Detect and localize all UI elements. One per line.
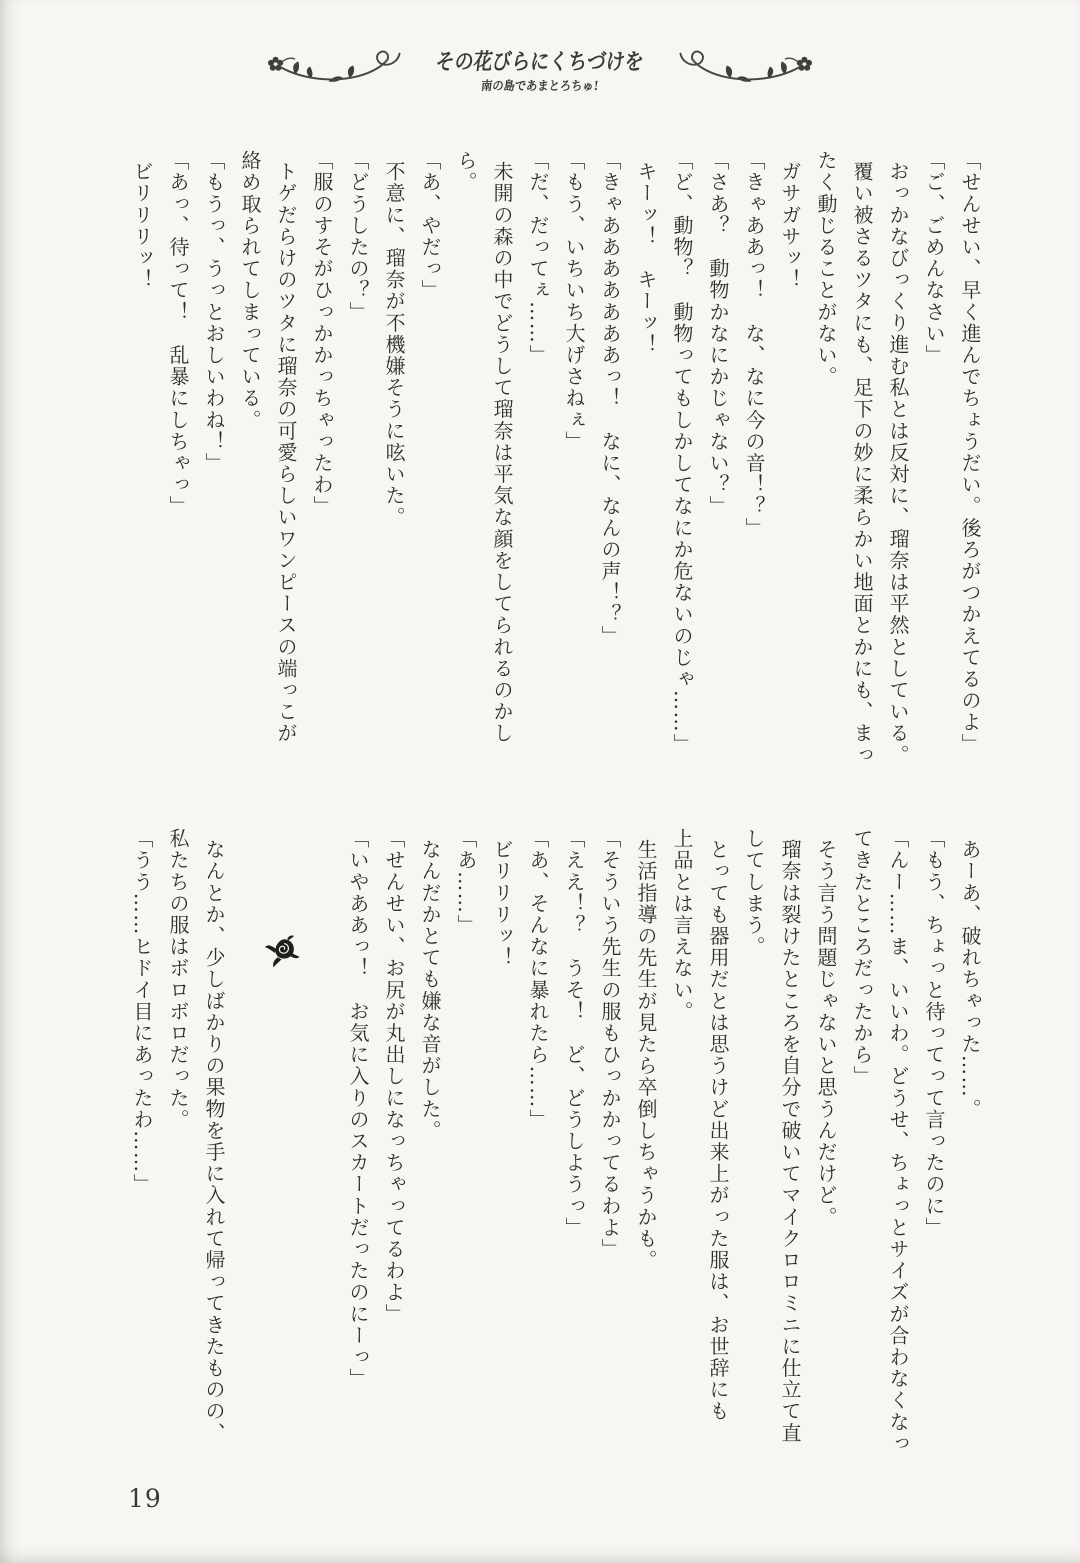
text-line: ビリリリッ！ xyxy=(490,839,514,969)
text-line: 「さあ？ 動物かなにかじゃない？」 xyxy=(706,150,730,518)
text-line: 私たちの服はボロボロだった。 xyxy=(166,828,190,1131)
text-line: 「そういう先生の服もひっかかってるわよ」 xyxy=(598,828,622,1260)
text-line: 「いやああっ！ お気に入りのスカートだったのにーっ」 xyxy=(346,828,370,1390)
text-line: 「きゃあああああああっ！ なに、なんの声！？」 xyxy=(598,150,622,647)
text-line: 「うう……ヒドイ目にあったわ……」 xyxy=(130,828,154,1196)
text-line: たく動じることがない。 xyxy=(814,150,838,388)
text-line: 「あ、そんなに暴れたら……」 xyxy=(526,828,550,1131)
text-line: なんとか、少しばかりの果物を手に入れて帰ってきたものの、 xyxy=(202,839,226,1444)
text-line: 「せんせい、早く進んでちょうだい。後ろがつかえてるのよ」 xyxy=(958,150,982,755)
text-line: キーッ！ キーッ！ xyxy=(634,161,658,356)
text-line: あーあ、破れちゃった……。 xyxy=(958,839,982,1120)
text-line: 「ご、ごめんなさい」 xyxy=(922,150,946,366)
title-logo-header xyxy=(0,42,1080,96)
text-line: 「あっ、待って！ 乱暴にしちゃっ」 xyxy=(166,150,190,518)
text-line: とっても器用だとは思うけど出来上がった服は、お世辞にも xyxy=(706,839,730,1423)
text-line: 「服のすそがひっかかっちゃったわ」 xyxy=(310,150,334,518)
text-block-top xyxy=(124,150,988,808)
text-line: ビリリリッ！ xyxy=(130,161,154,291)
text-line: ら。 xyxy=(454,150,478,194)
logo-text xyxy=(419,45,661,94)
text-line: 未開の森の中でどうして瑠奈は平気な顔をしてられるのかし xyxy=(490,161,514,745)
page-subtitle: 南の島であまとろちゅ! xyxy=(480,77,600,93)
text-line: 「どうしたの？」 xyxy=(346,150,370,323)
text-line: 「ええ！？ うそ！ ど、どうしようっ」 xyxy=(562,828,586,1239)
text-line: ガサガサッ！ xyxy=(778,161,802,291)
text-line: てきたところだったから」 xyxy=(850,828,874,1088)
text-block-bottom xyxy=(124,828,988,1480)
text-line: 「きゃああっ！ な、なに今の音！？」 xyxy=(742,150,766,539)
rose-icon xyxy=(264,934,300,970)
text-line: 「だ、だってぇ……」 xyxy=(526,150,550,366)
text-line: 上品とは言えない。 xyxy=(670,828,694,1023)
text-line xyxy=(304,828,340,1480)
text-line: 生活指導の先生が見たら卒倒しちゃうかも。 xyxy=(634,839,658,1271)
text-line: 不意に、瑠奈が不機嫌そうに呟いた。 xyxy=(382,161,406,529)
text-line: おっかなびっくり進む私とは反対に、瑠奈は平然としている。 xyxy=(886,161,910,766)
text-line: してしまう。 xyxy=(742,828,766,958)
text-line: 「んー……ま、いいわ。どうせ、ちょっとサイズが合わなくなっ xyxy=(886,828,910,1455)
vine-flourish-left-icon xyxy=(265,42,415,96)
text-line: 「もうっ、うっとおしいわね！」 xyxy=(202,150,226,474)
text-line: トゲだらけのツタに瑠奈の可愛らしいワンピースの端っこが xyxy=(274,161,298,745)
text-line: 絡め取られてしまっている。 xyxy=(238,150,262,431)
text-line: 瑠奈は裂けたところを自分で破いてマイクロロミニに仕立て直 xyxy=(778,839,802,1444)
page-number: 19 xyxy=(128,1484,162,1513)
page-title: その花びらにくちづけを xyxy=(434,48,646,75)
text-line: 「せんせい、お尻が丸出しになっちゃってるわよ」 xyxy=(382,828,406,1325)
text-line: 覆い被さるツタにも、足下の妙に柔らかい地面とかにも、まっ xyxy=(850,161,874,766)
text-line: なんだかとても嫌な音がした。 xyxy=(418,839,442,1142)
text-line xyxy=(232,828,268,1480)
text-line: そう言う問題じゃないと思うんだけど。 xyxy=(814,839,838,1228)
text-line: 「ど、動物？ 動物ってもしかしてなにか危ないのじゃ……」 xyxy=(670,150,694,755)
text-line: 「あ、やだっ」 xyxy=(418,150,442,302)
text-line xyxy=(268,828,304,1480)
vine-flourish-right-icon xyxy=(665,42,815,96)
text-line: 「あ……」 xyxy=(454,828,478,936)
text-line: 「もう、ちょっと待ってって言ったのに」 xyxy=(922,828,946,1239)
text-line: 「もう、いちいち大げさねぇ」 xyxy=(562,150,586,453)
